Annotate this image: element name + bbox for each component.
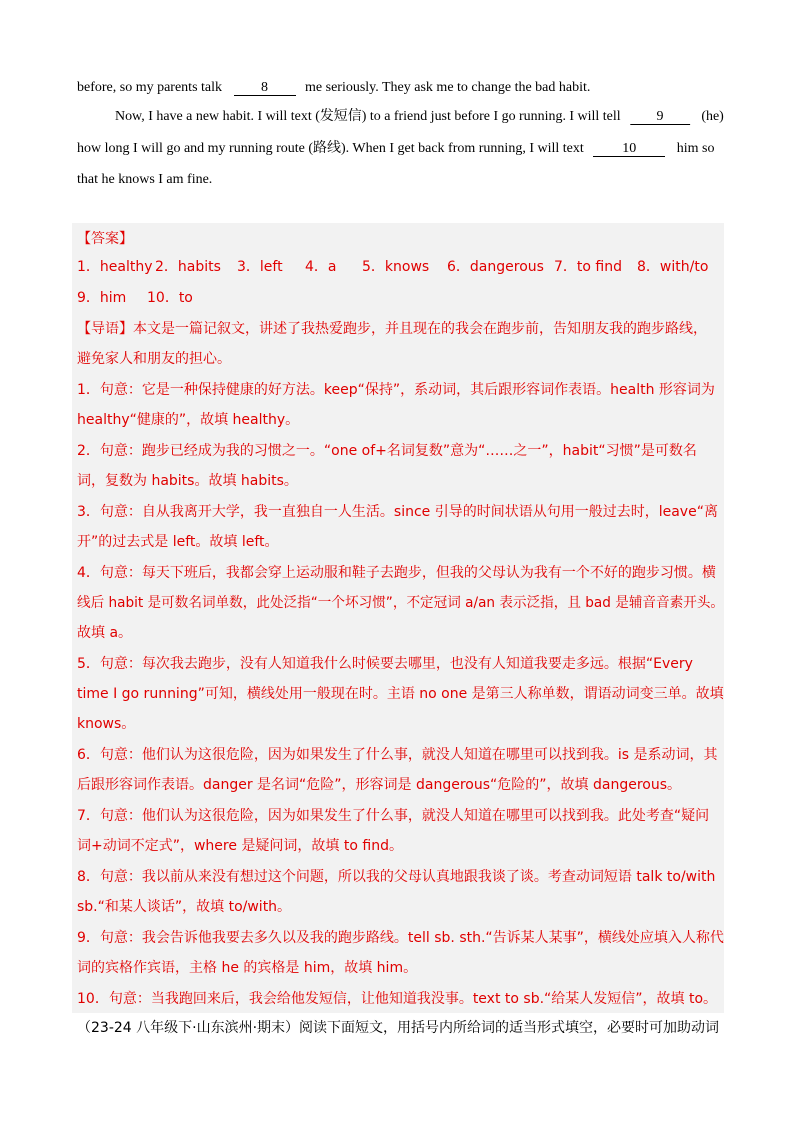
explanation-2: 2．句意：跑步已经成为我的习惯之一。“one of+名词复数”意为“……之一”，habit“习惯”是可数名 xyxy=(77,443,697,459)
answer-item: 7．to find xyxy=(554,259,622,275)
passage-line-2 xyxy=(115,108,724,126)
answer-item: 8．with/to xyxy=(637,259,709,275)
explanation-3: 3．句意：自从我离开大学，我一直独自一人生活。since 引导的时间状语从句用一般过去时，leave“离 xyxy=(77,504,718,520)
answer-item: 5．knows xyxy=(362,259,430,275)
explanation-5: knows。 xyxy=(77,716,136,732)
passage-text: Now, I have a new habit. I will text (发短信) to a friend just before I go running. I will tell xyxy=(115,109,621,124)
answer-panel xyxy=(72,223,724,1013)
explanation-8: sb.“和某人谈话”，故填 to/with。 xyxy=(77,899,292,915)
answer-item: 3．left xyxy=(237,259,283,275)
answer-item: 9．him xyxy=(77,290,127,306)
explanation-2: 词，复数为 habits。故填 habits。 xyxy=(77,473,298,489)
answer-heading: 【答案】 xyxy=(77,231,133,247)
explanation-8: 8．句意：我以前从来没有想过这个问题，所以我的父母认真地跟我谈了谈。考查动词短语 talk to/with xyxy=(77,869,716,885)
passage-text: me seriously. They ask me to change the bad habit. xyxy=(305,80,591,95)
blank-8: 8 xyxy=(234,80,296,96)
explanation-4: 线后 habit 是可数名词单数，此处泛指“一个坏习惯”，不定冠词 a/an 表示泛指，且 bad 是辅音音素开头。 xyxy=(77,595,725,611)
passage-line-3 xyxy=(77,140,715,158)
explanation-7: 词+动词不定式”，where 是疑问词，故填 to find。 xyxy=(77,838,403,854)
answer-item: 2．habits xyxy=(155,259,221,275)
answer-item: 4．a xyxy=(305,259,337,275)
guide-text: 【导语】本文是一篇记叙文，讲述了我热爱跑步，并且现在的我会在跑步前，告知朋友我的跑步路线， xyxy=(77,321,707,337)
passage-line-4: that he knows I am fine. xyxy=(77,172,213,187)
answer-list-row-2 xyxy=(77,289,193,307)
explanation-9: 词的宾格作宾语，主格 he 的宾格是 him，故填 him。 xyxy=(77,960,418,976)
explanation-4: 4．句意：每天下班后，我都会穿上运动服和鞋子去跑步，但我的父母认为我有一个不好的跑步习惯。横 xyxy=(77,565,716,581)
blank-9: 9 xyxy=(630,109,690,125)
answer-item: 1．healthy xyxy=(77,259,153,275)
explanation-5: time I go running”可知，横线处用一般现在时。主语 no one 是第三人称单数，谓语动词变三单。故填 xyxy=(77,686,724,702)
passage-text: how long I will go and my running route (路线). When I get back from running, I will text xyxy=(77,141,584,156)
answer-item: 10．to xyxy=(147,290,193,306)
answer-list-row-1 xyxy=(77,258,708,276)
explanation-6: 6．句意：他们认为这很危险，因为如果发生了什么事，就没人知道在哪里可以找到我。is 是系动词，其 xyxy=(77,747,718,763)
explanation-3: 开”的过去式是 left。故填 left。 xyxy=(77,534,279,550)
explanation-4: 故填 a。 xyxy=(77,625,133,641)
blank-10: 10 xyxy=(593,141,665,157)
explanation-6: 后跟形容词作表语。danger 是名词“危险”，形容词是 dangerous“危险的”，故填 dangerous。 xyxy=(77,777,681,793)
passage-text: him so xyxy=(676,141,715,156)
passage-text: before, so my parents talk xyxy=(77,80,223,95)
next-question-intro: （23-24 八年级下·山东滨州·期末）阅读下面短文，用括号内所给词的适当形式填空，必要时可加助动词 xyxy=(77,1020,720,1036)
explanation-7: 7．句意：他们认为这很危险，因为如果发生了什么事，就没人知道在哪里可以找到我。此处考查“疑问 xyxy=(77,808,710,824)
answer-item: 6．dangerous xyxy=(447,259,544,275)
explanation-5: 5．句意：每次我去跑步，没有人知道我什么时候要去哪里，也没有人知道我要走多远。根据“Every xyxy=(77,656,693,672)
guide-text: 避免家人和朋友的担心。 xyxy=(77,351,231,367)
explanation-10: 10．句意：当我跑回来后，我会给他发短信，让他知道我没事。text to sb.“给某人发短信”，故填 to。 xyxy=(77,991,718,1007)
explanation-1: healthy“健康的”，故填 healthy。 xyxy=(77,412,300,428)
passage-text: (he) xyxy=(701,109,724,124)
explanation-9: 9．句意：我会告诉他我要去多久以及我的跑步路线。tell sb. sth.“告诉某人某事”，横线处应填入人称代 xyxy=(77,930,724,946)
explanation-1: 1．句意：它是一种保持健康的好方法。keep“保持”，系动词，其后跟形容词作表语。health 形容词为 xyxy=(77,382,715,398)
passage-line-1 xyxy=(77,79,590,97)
